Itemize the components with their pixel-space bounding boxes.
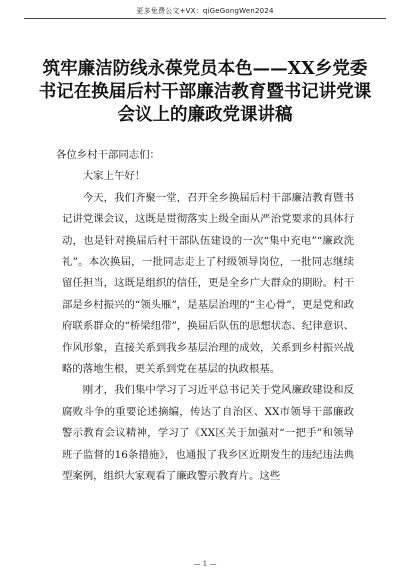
body-paragraph: 今天，我们齐聚一堂，召开全乡换届后村干部廉洁教育暨书记讲党课会议，这既是贯彻落实上级全面从严治党要求的具体行动，也是针对换届后村干部队伍建设的一次“集中充电”“廉政洗礼”。本次换届，一批同志走上了村级领导岗位，一批同志继续留任担当，这既是组织的信任，更是全乡广大群众的期盼。村干部是乡村振兴的“领头雁”，是基层治理的“主心骨”，更是党和政府联系群众的“桥梁纽带”，换届后队伍的思想状态、纪律意识、作风形象，直接关系到我乡基层治理的成效，关系到乡村振兴战略的落地生根，更关系到党在基层的执政根基。 xyxy=(62,191,354,376)
greeting: 大家上午好！ xyxy=(82,170,146,183)
body-paragraph: 刚才，我们集中学习了习近平总书记关于党风廉政建设和反腐败斗争的重要论述摘编，传达了自治区、XX市领导干部廉政警示教育会议精神，学习了《XX区关于加强对“一把手”和领导班子监督的16条措施》，也通报了我乡区近期发生的违纪违法典型案例，组织大家观看了廉政警示教育片。这些 xyxy=(62,384,354,483)
header-note: 更多免费公文+VX：qiGeGongWen2024 xyxy=(136,7,274,15)
page-number: — 1 — xyxy=(193,560,217,568)
header-divider xyxy=(24,18,386,19)
document-body xyxy=(56,145,354,488)
salutation: 各位乡村干部同志们： xyxy=(56,149,160,161)
document-title: 筑牢廉洁防线永葆党员本色——XX乡党委书记在换届后村干部廉洁教育暨书记讲党课会议上的廉政党课讲稿 xyxy=(38,59,372,125)
